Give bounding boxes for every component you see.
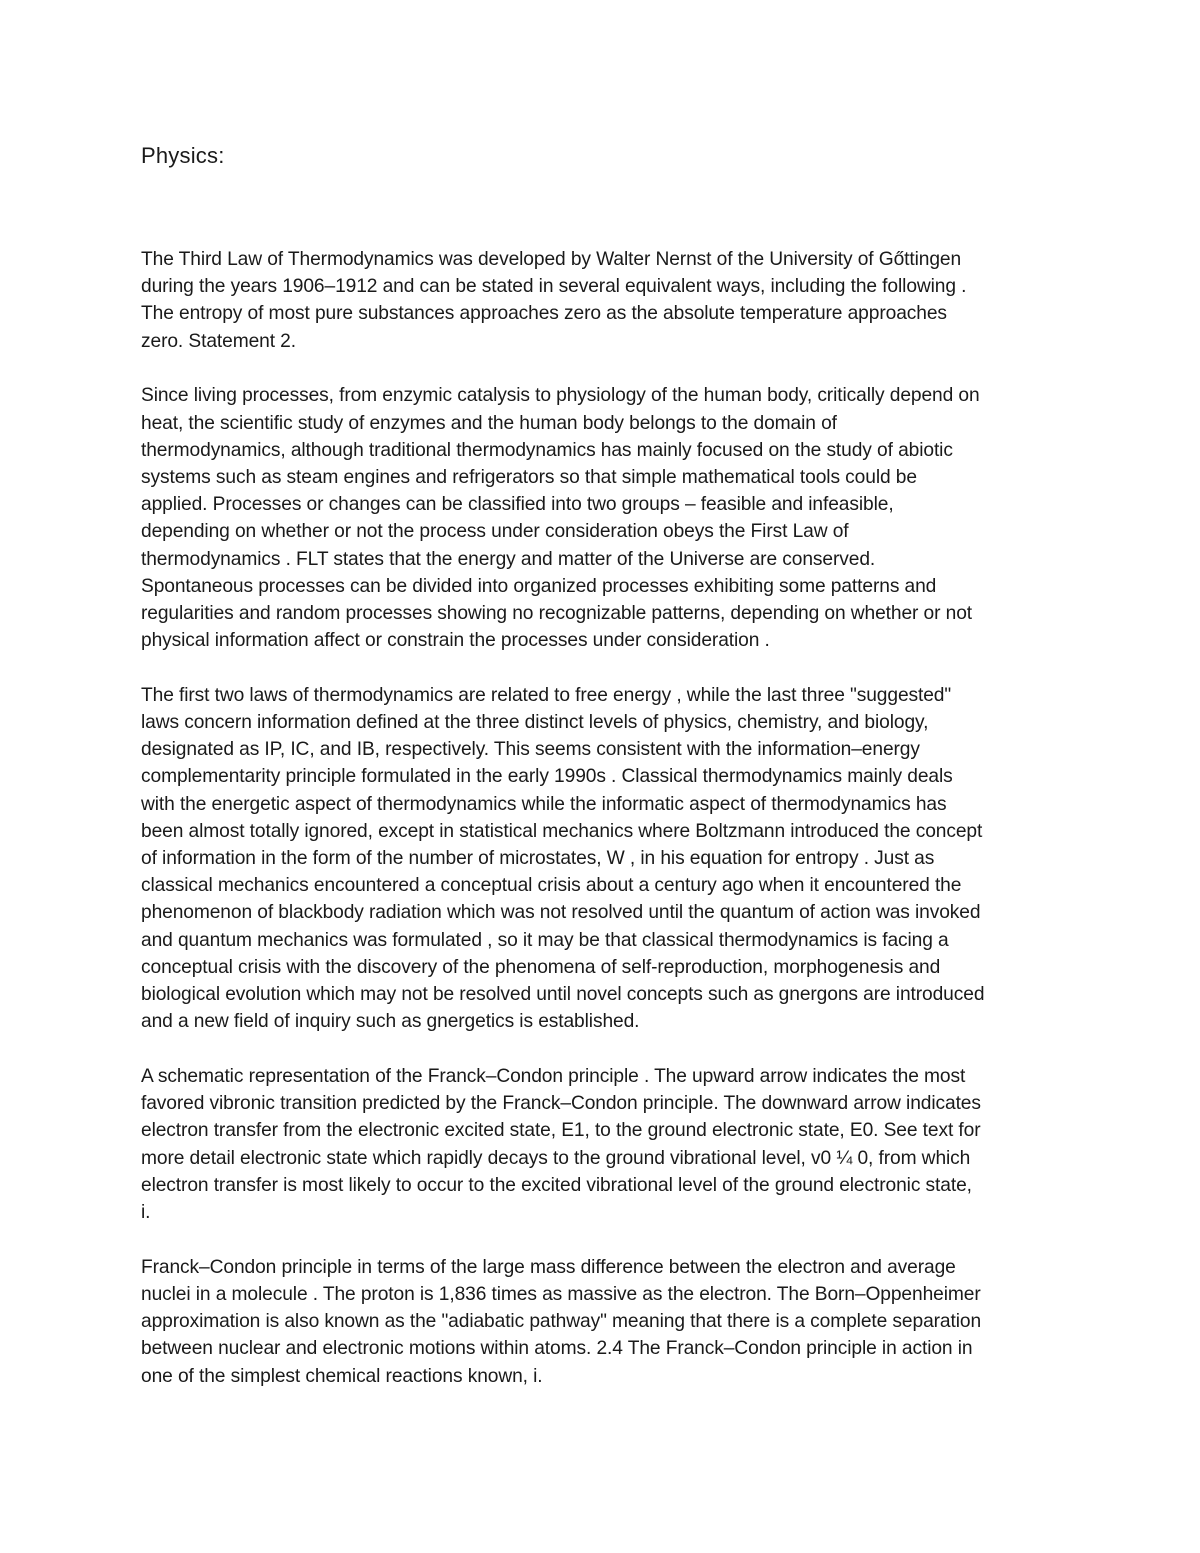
document-page xyxy=(141,140,1071,1417)
text-line: and quantum mechanics was formulated , so it may be that classical thermodynamics is facing a xyxy=(141,929,949,951)
text-line: i. xyxy=(141,1202,151,1223)
text-line: depending on whether or not the process under consideration obeys the First Law of xyxy=(141,521,849,543)
text-line: been almost totally ignored, except in statistical mechanics where Boltzmann introduced the concept xyxy=(141,820,983,842)
text-line: heat, the scientific study of enzymes and the human body belongs to the domain of xyxy=(141,412,837,434)
paragraph-franck-condon-schematic xyxy=(141,1063,1071,1226)
text-line: nuclei in a molecule . The proton is 1,836 times as massive as the electron. The Born–Oppenheimer xyxy=(141,1283,981,1305)
text-line: one of the simplest chemical reactions known, i. xyxy=(141,1365,543,1387)
text-line: regularities and random processes showing no recognizable patterns, depending on whether or not xyxy=(141,602,973,624)
paragraph-third-law xyxy=(141,246,1071,355)
page-title: Physics: xyxy=(141,143,225,168)
text-line: conceptual crisis with the discovery of the phenomena of self-reproduction, morphogenesis and xyxy=(141,956,941,978)
paragraph-franck-condon-mass xyxy=(141,1254,1071,1390)
text-line: systems such as steam engines and refrigerators so that simple mathematical tools could be xyxy=(141,466,917,488)
text-line: between nuclear and electronic motions within atoms. 2.4 The Franck–Condon principle in action in xyxy=(141,1338,973,1360)
text-line: electron transfer from the electronic excited state, E1, to the ground electronic state, E0. See text for xyxy=(141,1120,981,1142)
text-line: The entropy of most pure substances approaches zero as the absolute temperature approaches xyxy=(141,303,947,325)
text-line: laws concern information defined at the three distinct levels of physics, chemistry, and biology, xyxy=(141,712,929,734)
text-line: more detail electronic state which rapidly decays to the ground vibrational level, v0 ¼ 0, from which xyxy=(141,1147,971,1169)
text-line: A schematic representation of the Franck–Condon principle . The upward arrow indicates the most xyxy=(141,1065,966,1087)
text-line: The first two laws of thermodynamics are related to free energy , while the last three "suggested" xyxy=(141,684,952,706)
paragraph-living-processes xyxy=(141,382,1071,654)
text-line: classical mechanics encountered a conceptual crisis about a century ago when it encountered the xyxy=(141,875,962,897)
text-line: phenomenon of blackbody radiation which was not resolved until the quantum of action was invoked xyxy=(141,902,981,924)
text-line: zero. Statement 2. xyxy=(141,330,296,352)
text-line: thermodynamics, although traditional thermodynamics has mainly focused on the study of abiotic xyxy=(141,439,953,461)
text-line: applied. Processes or changes can be classified into two groups – feasible and infeasible, xyxy=(141,494,894,516)
text-line: of information in the form of the number of microstates, W , in his equation for entropy . Just as xyxy=(141,848,935,870)
text-line: and a new field of inquiry such as gnergetics is established. xyxy=(141,1011,640,1033)
text-line: The Third Law of Thermodynamics was developed by Walter Nernst of the University of Gőttingen xyxy=(141,249,962,270)
text-line: Since living processes, from enzymic catalysis to physiology of the human body, critically depend on xyxy=(141,385,980,407)
text-line: designated as IP, IC, and IB, respectively. This seems consistent with the information–energy xyxy=(141,739,920,761)
text-line: with the energetic aspect of thermodynamics while the informatic aspect of thermodynamics has xyxy=(141,793,947,815)
text-line: biological evolution which may not be resolved until novel concepts such as gnergons are introduced xyxy=(141,984,985,1006)
text-line: approximation is also known as the "adiabatic pathway" meaning that there is a complete separation xyxy=(141,1311,982,1333)
text-line: Franck–Condon principle in terms of the large mass difference between the electron and average xyxy=(141,1256,956,1278)
text-line: during the years 1906–1912 and can be stated in several equivalent ways, including the following . xyxy=(141,276,967,298)
text-line: physical information affect or constrain the processes under consideration . xyxy=(141,630,770,652)
text-line: complementarity principle formulated in the early 1990s . Classical thermodynamics mainly deals xyxy=(141,766,953,788)
text-line: electron transfer is most likely to occur to the excited vibrational level of the ground electronic state, xyxy=(141,1174,972,1196)
text-line: favored vibronic transition predicted by the Franck–Condon principle. The downward arrow indicates xyxy=(141,1093,981,1115)
paragraph-laws-of-thermodynamics xyxy=(141,682,1071,1036)
text-line: Spontaneous processes can be divided into organized processes exhibiting some patterns and xyxy=(141,575,937,597)
text-line: thermodynamics . FLT states that the energy and matter of the Universe are conserved. xyxy=(141,548,876,570)
